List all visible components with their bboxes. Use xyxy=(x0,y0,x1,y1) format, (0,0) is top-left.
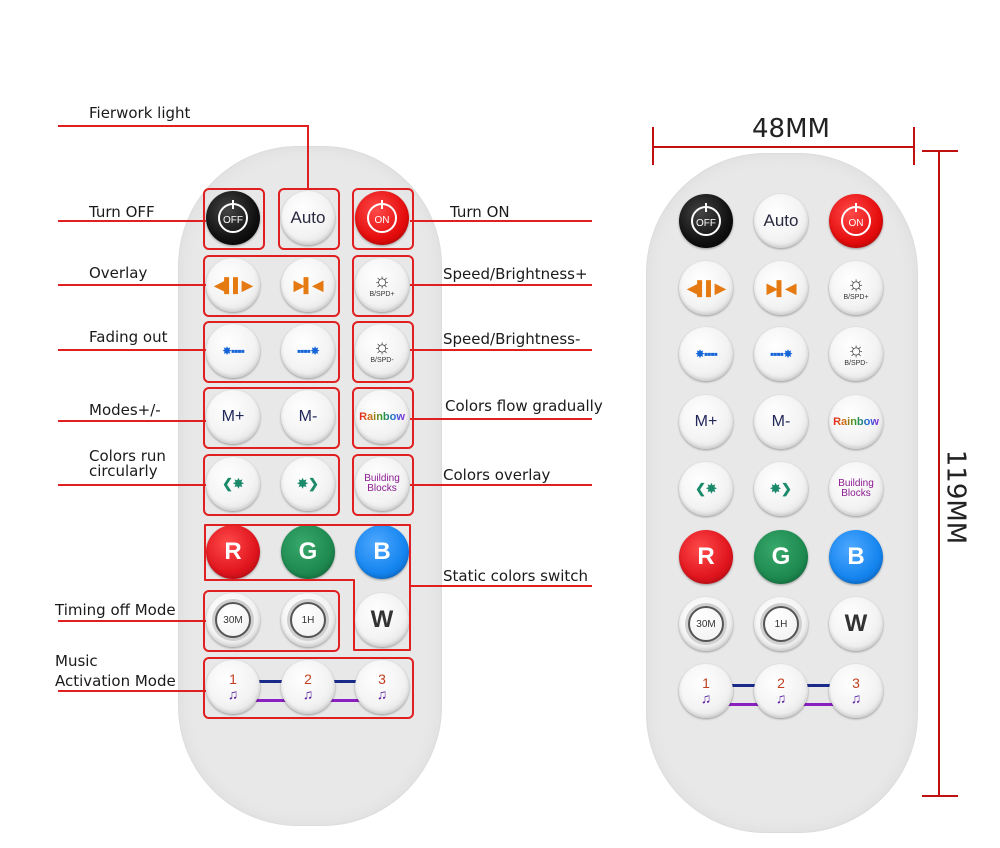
music3-label: 3 xyxy=(378,671,386,687)
timer-30m-button-right[interactable] xyxy=(679,597,733,651)
label-colors-run-2: circularly xyxy=(89,462,158,480)
b-label: B xyxy=(847,543,865,570)
fade-left-icon: ✸▪▪▪▪ xyxy=(221,344,245,358)
rainbow-button-right[interactable] xyxy=(829,395,883,449)
music2-label: 2 xyxy=(304,671,312,687)
leader-colors-overlay xyxy=(410,484,592,486)
leader-fierwork xyxy=(58,125,308,127)
auto-button-right[interactable] xyxy=(754,194,808,248)
timer-1h-button-right[interactable] xyxy=(754,597,808,651)
m-plus-label: M+ xyxy=(221,408,245,425)
t1h-label: 1H xyxy=(301,614,315,626)
m-minus-label: M- xyxy=(771,413,791,430)
w-label: W xyxy=(844,610,868,637)
m-minus-label: M- xyxy=(298,408,318,425)
chevron-right-icon: ✸❯ xyxy=(297,476,319,491)
sun-plus-icon: ☼ xyxy=(846,273,866,295)
overlay-in-button-right[interactable] xyxy=(754,261,808,315)
label-static-colors: Static colors switch xyxy=(443,567,589,585)
music-note-icon: ♫ xyxy=(850,690,862,706)
run-right-button-right[interactable] xyxy=(754,462,808,516)
speed-brightness-plus-button-right[interactable] xyxy=(829,261,883,315)
w-label: W xyxy=(370,606,394,633)
sun-minus-icon: ☼ xyxy=(846,339,866,361)
width-dimension-label: 48MM xyxy=(752,114,830,144)
arrows-out-icon: ◀▌▌▶ xyxy=(687,279,725,296)
g-label: G xyxy=(771,543,791,570)
leader-speed-plus xyxy=(410,284,592,286)
chevron-left-icon: ❮✸ xyxy=(695,481,717,496)
blocks-label: Blocks xyxy=(367,483,397,494)
leader-overlay xyxy=(58,284,206,286)
music1-label: 1 xyxy=(702,675,710,691)
off-label: OFF xyxy=(696,217,716,229)
fade-right-button-right[interactable] xyxy=(754,327,808,381)
width-dimension-line xyxy=(652,146,914,148)
off-button-right[interactable] xyxy=(679,194,733,248)
label-speed-plus: Speed/Brightness+ xyxy=(443,265,588,283)
height-dimension-tick-top xyxy=(922,150,958,152)
mode-plus-button-right[interactable] xyxy=(679,395,733,449)
bspd-minus-label: B/SPD- xyxy=(370,357,394,364)
red-button-right[interactable] xyxy=(679,530,733,584)
green-button-right[interactable] xyxy=(754,530,808,584)
timer-1h-icon xyxy=(763,606,799,642)
leader-modes xyxy=(58,420,206,422)
arrows-in-icon: ▶▌◀ xyxy=(293,276,323,293)
leader-timing xyxy=(58,620,206,622)
building-blocks-button-right[interactable] xyxy=(829,462,883,516)
r-label: R xyxy=(697,543,715,570)
leader-colors-flow xyxy=(410,418,592,420)
auto-label: Auto xyxy=(763,211,799,230)
label-timing-off: Timing off Mode xyxy=(55,601,176,619)
white-button-right[interactable] xyxy=(829,597,883,651)
label-colors-run-1: Colors run xyxy=(89,447,166,465)
fade-left-button-right[interactable] xyxy=(679,327,733,381)
music-note-icon: ♫ xyxy=(227,686,239,702)
t30-label: 30M xyxy=(696,618,716,630)
label-fading-out: Fading out xyxy=(89,328,168,346)
mode-minus-button-right[interactable] xyxy=(754,395,808,449)
music-note-icon: ♫ xyxy=(775,690,787,706)
music-1-button-right[interactable] xyxy=(679,664,733,718)
blue-button-right[interactable] xyxy=(829,530,883,584)
rainbow-label: Rainbow xyxy=(359,411,405,423)
fade-right-icon: ▪▪▪▪✸ xyxy=(296,344,320,358)
label-fierwork: Fierwork light xyxy=(89,104,191,122)
off-label: OFF xyxy=(223,214,243,226)
leader-fading xyxy=(58,349,206,351)
overlay-out-button-right[interactable] xyxy=(679,261,733,315)
arrows-out-icon: ◀▌▌▶ xyxy=(214,276,252,293)
g-label: G xyxy=(298,538,318,565)
building-label: Building xyxy=(364,473,400,484)
label-music-1: Music xyxy=(55,652,98,670)
power-icon xyxy=(841,206,871,236)
leader-colors-run xyxy=(58,484,206,486)
t30-label: 30M xyxy=(223,614,243,626)
auto-label: Auto xyxy=(290,208,326,227)
music-note-icon: ♫ xyxy=(376,686,388,702)
bspd-minus-label: B/SPD- xyxy=(844,360,868,367)
bspd-plus-label: B/SPD+ xyxy=(843,294,869,301)
height-dimension-label: 119MM xyxy=(940,449,971,545)
music-note-icon: ♫ xyxy=(700,690,712,706)
leader-static xyxy=(410,585,592,587)
on-button-right[interactable] xyxy=(829,194,883,248)
chevron-right-icon: ✸❯ xyxy=(770,481,792,496)
power-icon xyxy=(691,206,721,236)
sun-minus-icon: ☼ xyxy=(372,336,392,358)
music1-label: 1 xyxy=(229,671,237,687)
width-dimension-tick-right xyxy=(913,127,915,165)
b-label: B xyxy=(373,538,391,565)
music3-label: 3 xyxy=(852,675,860,691)
music2-label: 2 xyxy=(777,675,785,691)
music-note-icon: ♫ xyxy=(302,686,314,702)
label-turn-off: Turn OFF xyxy=(89,203,155,221)
speed-brightness-minus-button-right[interactable] xyxy=(829,327,883,381)
width-dimension-tick-left xyxy=(652,127,654,165)
leader-speed-minus xyxy=(410,349,592,351)
bspd-plus-label: B/SPD+ xyxy=(369,291,395,298)
arrows-in-icon: ▶▌◀ xyxy=(766,279,796,296)
m-plus-label: M+ xyxy=(694,413,718,430)
height-dimension-tick-bottom xyxy=(922,795,958,797)
chevron-left-icon: ❮✸ xyxy=(222,476,244,491)
label-colors-overlay: Colors overlay xyxy=(443,466,551,484)
label-turn-on: Turn ON xyxy=(450,203,510,221)
label-overlay: Overlay xyxy=(89,264,148,282)
r-label: R xyxy=(224,538,242,565)
music-2-button-right[interactable] xyxy=(754,664,808,718)
music-3-button-right[interactable] xyxy=(829,664,883,718)
fade-right-icon: ▪▪▪▪✸ xyxy=(769,347,793,361)
label-colors-flow: Colors flow gradually xyxy=(445,397,603,415)
t1h-label: 1H xyxy=(774,618,788,630)
label-speed-minus: Speed/Brightness- xyxy=(443,330,581,348)
label-music-2: Activation Mode xyxy=(55,672,176,690)
label-modes: Modes+/- xyxy=(89,401,161,419)
run-left-button-right[interactable] xyxy=(679,462,733,516)
rainbow-label: Rainbow xyxy=(833,416,879,428)
on-label: ON xyxy=(374,214,390,226)
leader-fierwork-v xyxy=(307,125,309,189)
building-label: Building xyxy=(838,478,874,489)
fade-left-icon: ✸▪▪▪▪ xyxy=(694,347,718,361)
on-label: ON xyxy=(848,217,864,229)
timer-30m-icon xyxy=(688,606,724,642)
sun-plus-icon: ☼ xyxy=(372,270,392,292)
blocks-label: Blocks xyxy=(841,488,871,499)
leader-music xyxy=(58,690,206,692)
